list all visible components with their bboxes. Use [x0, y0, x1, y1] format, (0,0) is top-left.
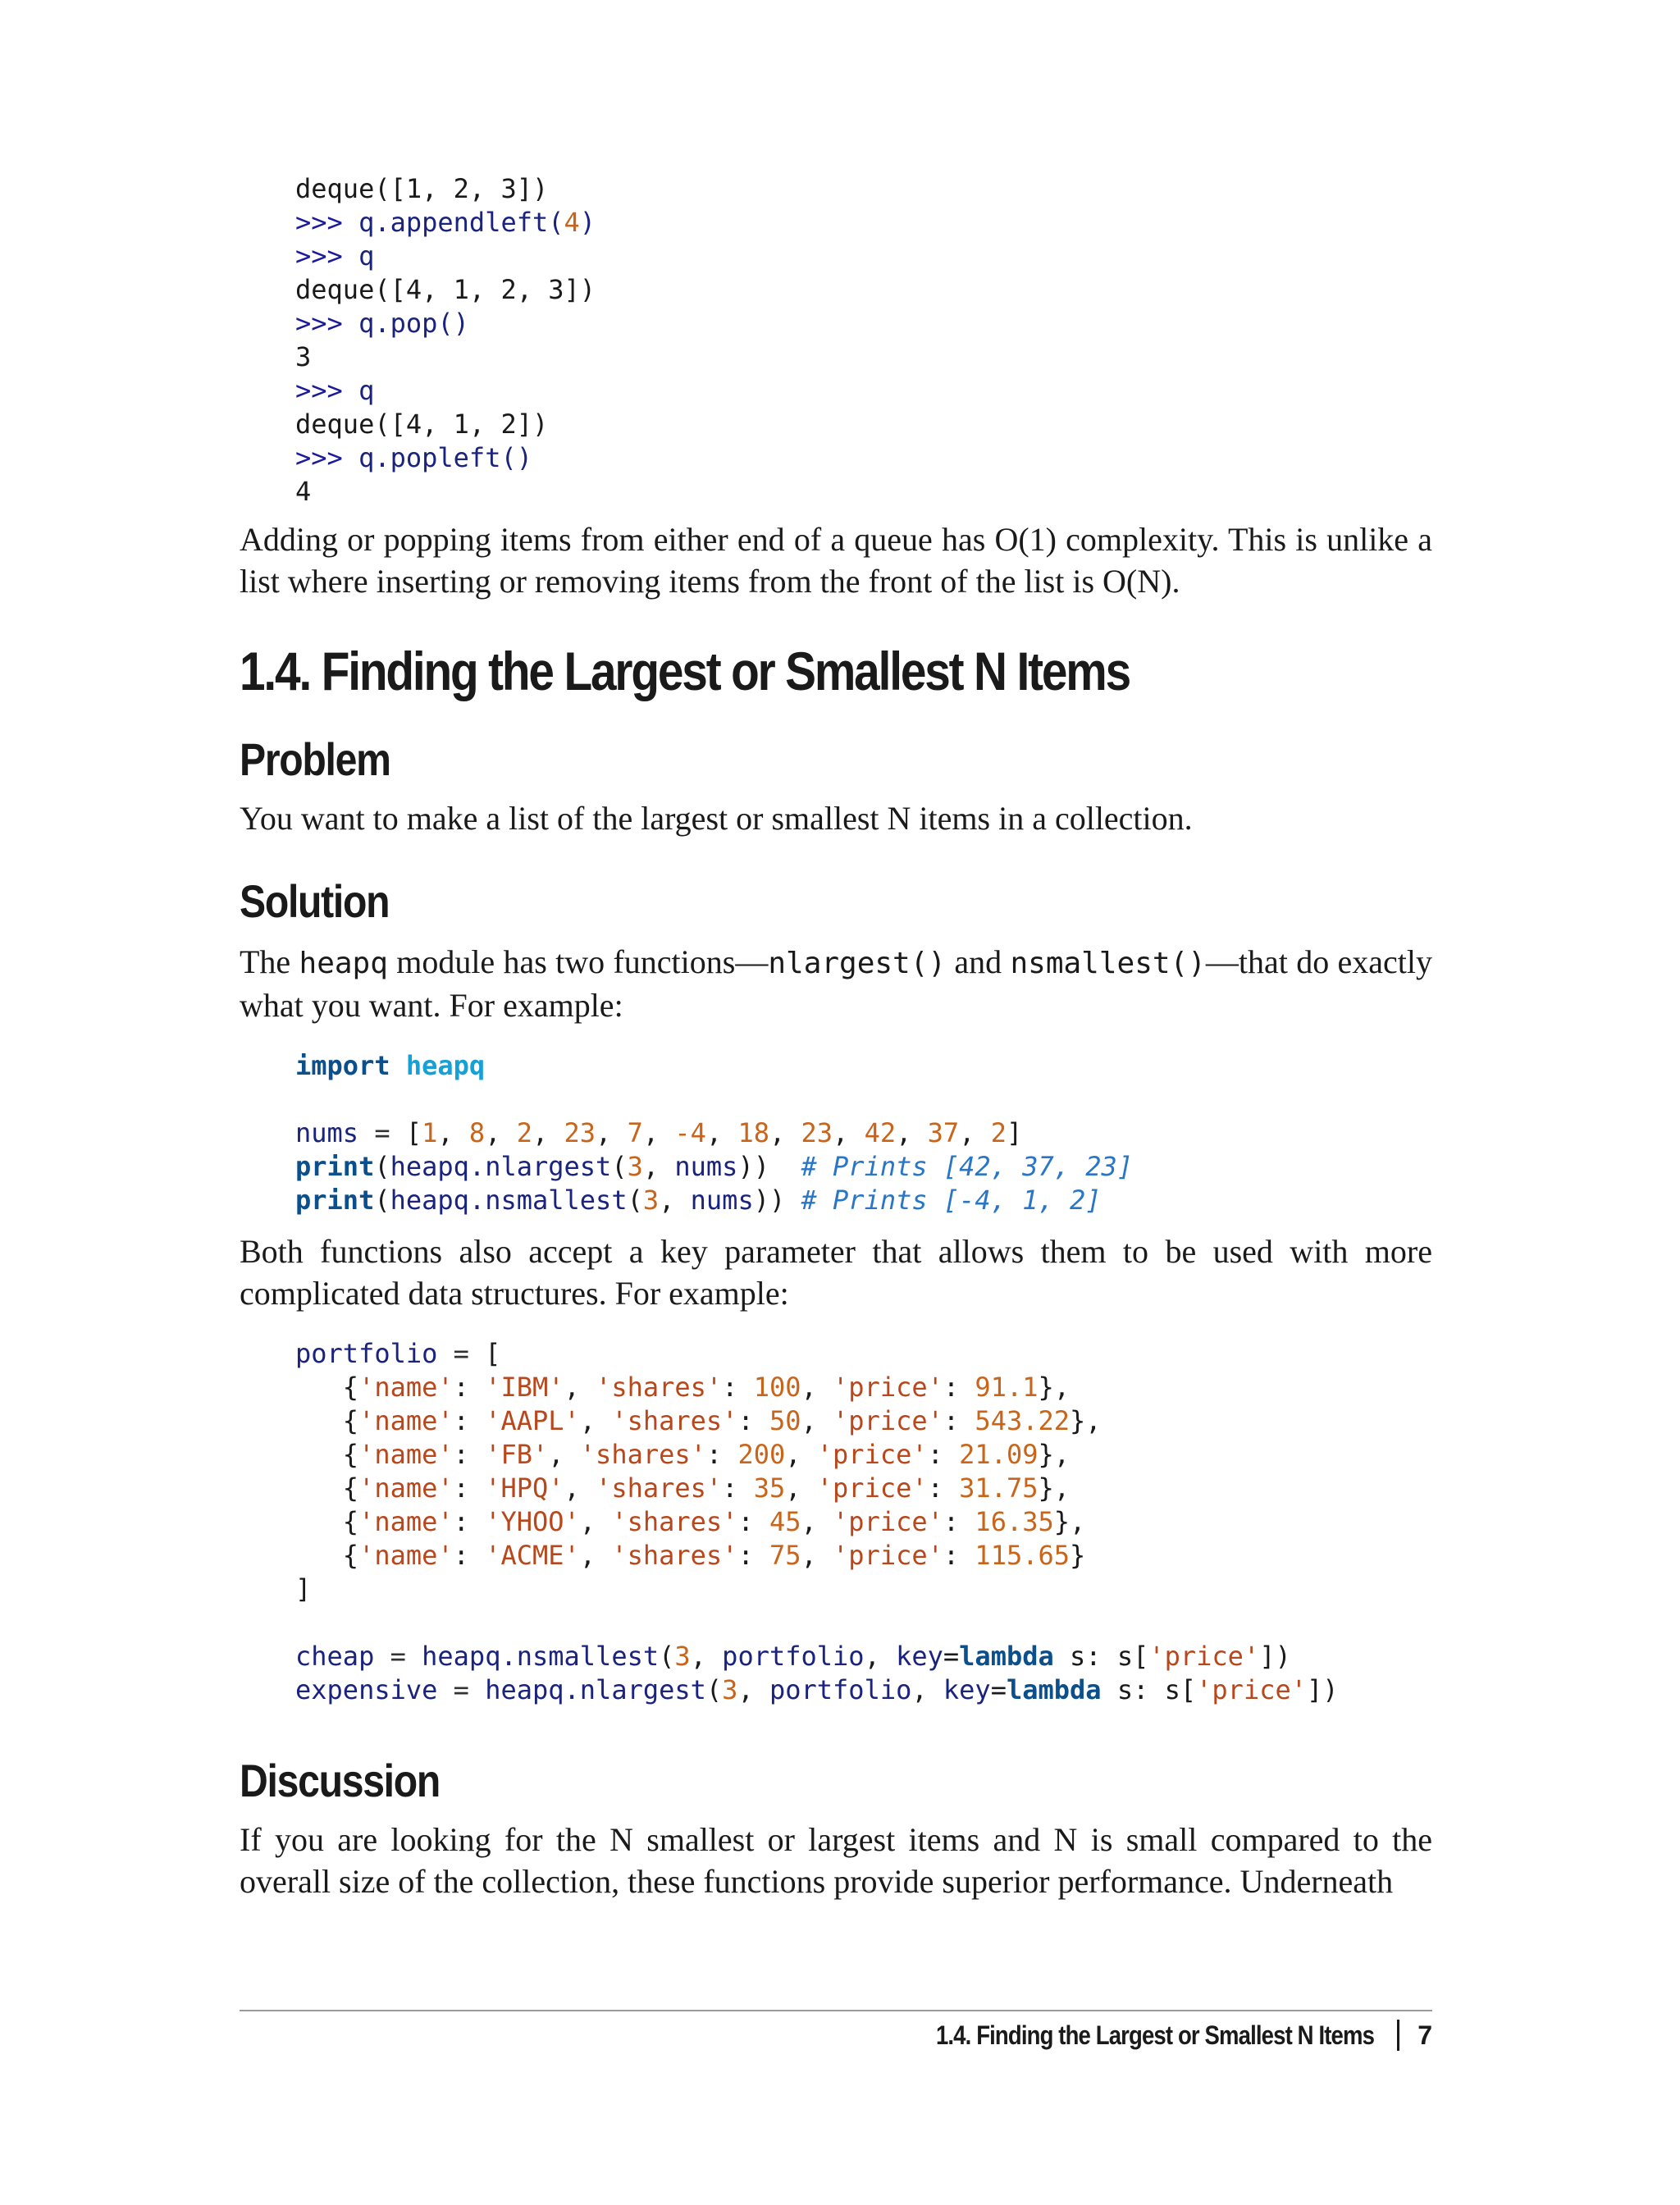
code-token: 543.22 [975, 1405, 1071, 1436]
code-token: 'name' [358, 1405, 454, 1436]
code-token: print [295, 1185, 375, 1216]
code-token: portfolio [769, 1674, 912, 1705]
code-token: 3 [642, 1185, 660, 1216]
code-token: 8 [468, 1117, 486, 1148]
code-line: 3 [295, 341, 312, 372]
repl-prompt: >>> [295, 442, 343, 473]
code-token: 'price' [1148, 1641, 1260, 1672]
footer-separator [1397, 2020, 1399, 2051]
code-token: portfolio [295, 1338, 438, 1369]
code-token: heapq.nsmallest [390, 1185, 628, 1216]
text-run: and [946, 943, 1011, 980]
code-token: lambda [1006, 1674, 1102, 1705]
text-run: module has two functions— [387, 943, 769, 980]
code-token: lambda [959, 1641, 1054, 1672]
code-token: 'name' [358, 1506, 454, 1537]
code-token: 'name' [358, 1540, 454, 1571]
page-number: 7 [1418, 2020, 1432, 2050]
code-token: 31.75 [959, 1472, 1039, 1504]
code-token: nums [295, 1117, 359, 1148]
code-token: 7 [627, 1117, 643, 1148]
code-token: import [295, 1050, 390, 1081]
code-token: s [1116, 1674, 1134, 1705]
code-token: heapq.nlargest [390, 1151, 612, 1182]
code-token: 200 [737, 1439, 786, 1470]
code-token: 'price' [833, 1372, 943, 1403]
code-token: portfolio [722, 1641, 865, 1672]
code-token: 'price' [1196, 1674, 1307, 1705]
code-token: 18 [737, 1117, 769, 1148]
code-line: deque([4, 1, 2]) [295, 409, 549, 440]
code-token: 'name' [358, 1472, 454, 1504]
inline-code: nlargest() [768, 947, 947, 980]
code-token: 'IBM' [485, 1372, 564, 1403]
code-comment: # Prints [-4, 1, 2] [801, 1185, 1102, 1216]
code-token: q.pop() [358, 308, 469, 339]
code-token: 'price' [816, 1472, 928, 1504]
code-token: 21.09 [959, 1439, 1039, 1470]
code-token: 2 [990, 1117, 1007, 1148]
code-token: q.appendleft( [358, 207, 564, 238]
code-token: 42 [864, 1117, 897, 1148]
code-token: print [295, 1151, 375, 1182]
code-token: 'price' [816, 1439, 928, 1470]
code-token: 3 [627, 1151, 643, 1182]
code-token: nums [674, 1151, 738, 1182]
code-token: s [1164, 1674, 1180, 1705]
code-token: 50 [769, 1405, 801, 1436]
code-token: 2 [516, 1117, 532, 1148]
code-token: 91.1 [975, 1372, 1039, 1403]
code-token: 'name' [358, 1372, 454, 1403]
code-token: 'shares' [579, 1439, 706, 1470]
problem-heading: Problem [240, 733, 390, 785]
code-token: 23 [801, 1117, 833, 1148]
code-token: 115.65 [975, 1540, 1071, 1571]
footer-title: 1.4. Finding the Largest or Smallest N Items [936, 2020, 1375, 2050]
repl-prompt: >>> [295, 240, 343, 272]
code-token: 'YHOO' [485, 1506, 580, 1537]
discussion-text: If you are looking for the N smallest or largest items and N is small compared to the overall size of the collection, these functions provide superior performance. Underneath [240, 1821, 1432, 1900]
code-token: s [1070, 1641, 1086, 1672]
code-token: 3 [722, 1674, 738, 1705]
text-run: The [240, 943, 299, 980]
code-token: 'HPQ' [485, 1472, 564, 1504]
code-block-deque [240, 172, 1432, 509]
code-token: 'shares' [596, 1472, 723, 1504]
code-comment: # Prints [42, 37, 23] [801, 1151, 1134, 1182]
code-token: 4 [564, 207, 580, 238]
code-token: -4 [674, 1117, 706, 1148]
code-token: 45 [769, 1506, 801, 1537]
solution-intro [240, 941, 1432, 1026]
code-token: q.popleft() [358, 442, 532, 473]
code-token: 'ACME' [485, 1540, 580, 1571]
repl-prompt: >>> [295, 207, 343, 238]
problem-text: You want to make a list of the largest or smallest N items in a collection. [240, 800, 1193, 837]
code-token: heapq [405, 1050, 486, 1081]
code-token: 'price' [833, 1506, 943, 1537]
code-line: deque([4, 1, 2, 3]) [295, 274, 596, 305]
solution-heading: Solution [240, 875, 390, 927]
code-token: expensive [295, 1674, 438, 1705]
code-token: 75 [769, 1540, 801, 1571]
code-token: 'shares' [611, 1405, 738, 1436]
code-token: 'price' [833, 1405, 943, 1436]
repl-prompt: >>> [295, 308, 343, 339]
paragraph-key-parameter: Both functions also accept a key parameter that allows them to be used with more complicated data structures. For example: [240, 1233, 1432, 1312]
footer-rule [240, 2010, 1432, 2011]
code-block-portfolio: portfolio = [ {'name': 'IBM', 'shares': 100, 'price': 91.1}, {'name': 'AAPL', 'shares': 50, 'price': 543.22}, {'name': 'FB', 'shares': 200, 'price': 21.09}, {'name': 'HPQ', 'shares': 35, 'price': 31.75}, {'name': 'YHOO', 'shares': 45, 'price': 16.35}, {'name': 'ACME', 'shares': 75, 'price': 115.65} ] cheap = heapq.nsmallest(3, portfolio, key=lambda s: s['price']) expensive = heapq.nlargest(3, portfolio, key=lambda s: s['price']) [295, 1338, 1339, 1705]
code-line: 4 [295, 476, 312, 507]
code-token: 'FB' [485, 1439, 549, 1470]
code-token: 35 [753, 1472, 786, 1504]
code-token: 100 [753, 1372, 801, 1403]
code-token: nums [690, 1185, 754, 1216]
code-token: 'AAPL' [485, 1405, 580, 1436]
text-run: —that do exactly what you want. For example: [240, 943, 1433, 1024]
code-token: s [1116, 1641, 1134, 1672]
code-block-heapq: import heapq nums = [1, 8, 2, 23, 7, -4, 18, 23, 42, 37, 2] print(heapq.nlargest(3, nums)) # Prints [42, 37, 23] print(heapq.nsmallest(3, nums)) # Prints [-4, 1, 2] [295, 1050, 1134, 1216]
page-footer [865, 2020, 1432, 2051]
page-content [240, 172, 1432, 1902]
inline-code: nsmallest() [1010, 947, 1206, 980]
code-line: deque([1, 2, 3]) [295, 173, 549, 204]
code-token: 3 [674, 1641, 691, 1672]
code-token: q [358, 375, 375, 406]
code-token: key [943, 1674, 991, 1705]
code-token: q [358, 240, 375, 272]
portfolio-row: {'name': 'FB', 'shares': 200, 'price': 21.09}, [295, 1439, 1071, 1470]
code-token: key [896, 1641, 943, 1672]
inline-code: heapq [299, 947, 388, 980]
code-token: 'name' [358, 1439, 454, 1470]
code-token: ) [579, 207, 596, 238]
code-token: 'shares' [596, 1372, 723, 1403]
code-token: 23 [564, 1117, 596, 1148]
code-token: 'shares' [611, 1540, 738, 1571]
repl-prompt: >>> [295, 375, 343, 406]
code-token: 'shares' [611, 1506, 738, 1537]
section-title: 1.4. Finding the Largest or Smallest N Items [240, 641, 1130, 701]
portfolio-row: {'name': 'IBM', 'shares': 100, 'price': 91.1}, [295, 1372, 1071, 1403]
paragraph-complexity: Adding or popping items from either end of a queue has O(1) complexity. This is unlike a list where inserting or removing items from the front of the list is O(N). [240, 521, 1432, 600]
code-token: cheap [295, 1641, 375, 1672]
code-token: 'price' [833, 1540, 943, 1571]
portfolio-row: {'name': 'ACME', 'shares': 75, 'price': 115.65} [295, 1540, 1086, 1571]
code-token: 1 [422, 1117, 438, 1148]
code-token: 37 [927, 1117, 960, 1148]
code-token: 16.35 [975, 1506, 1054, 1537]
code-token: heapq.nsmallest [422, 1641, 660, 1672]
code-token: heapq.nlargest [485, 1674, 706, 1705]
discussion-heading: Discussion [240, 1755, 441, 1806]
portfolio-row: {'name': 'AAPL', 'shares': 50, 'price': 543.22}, [295, 1405, 1102, 1436]
portfolio-row: {'name': 'YHOO', 'shares': 45, 'price': 16.35}, [295, 1506, 1086, 1537]
portfolio-row: {'name': 'HPQ', 'shares': 35, 'price': 31.75}, [295, 1472, 1071, 1504]
